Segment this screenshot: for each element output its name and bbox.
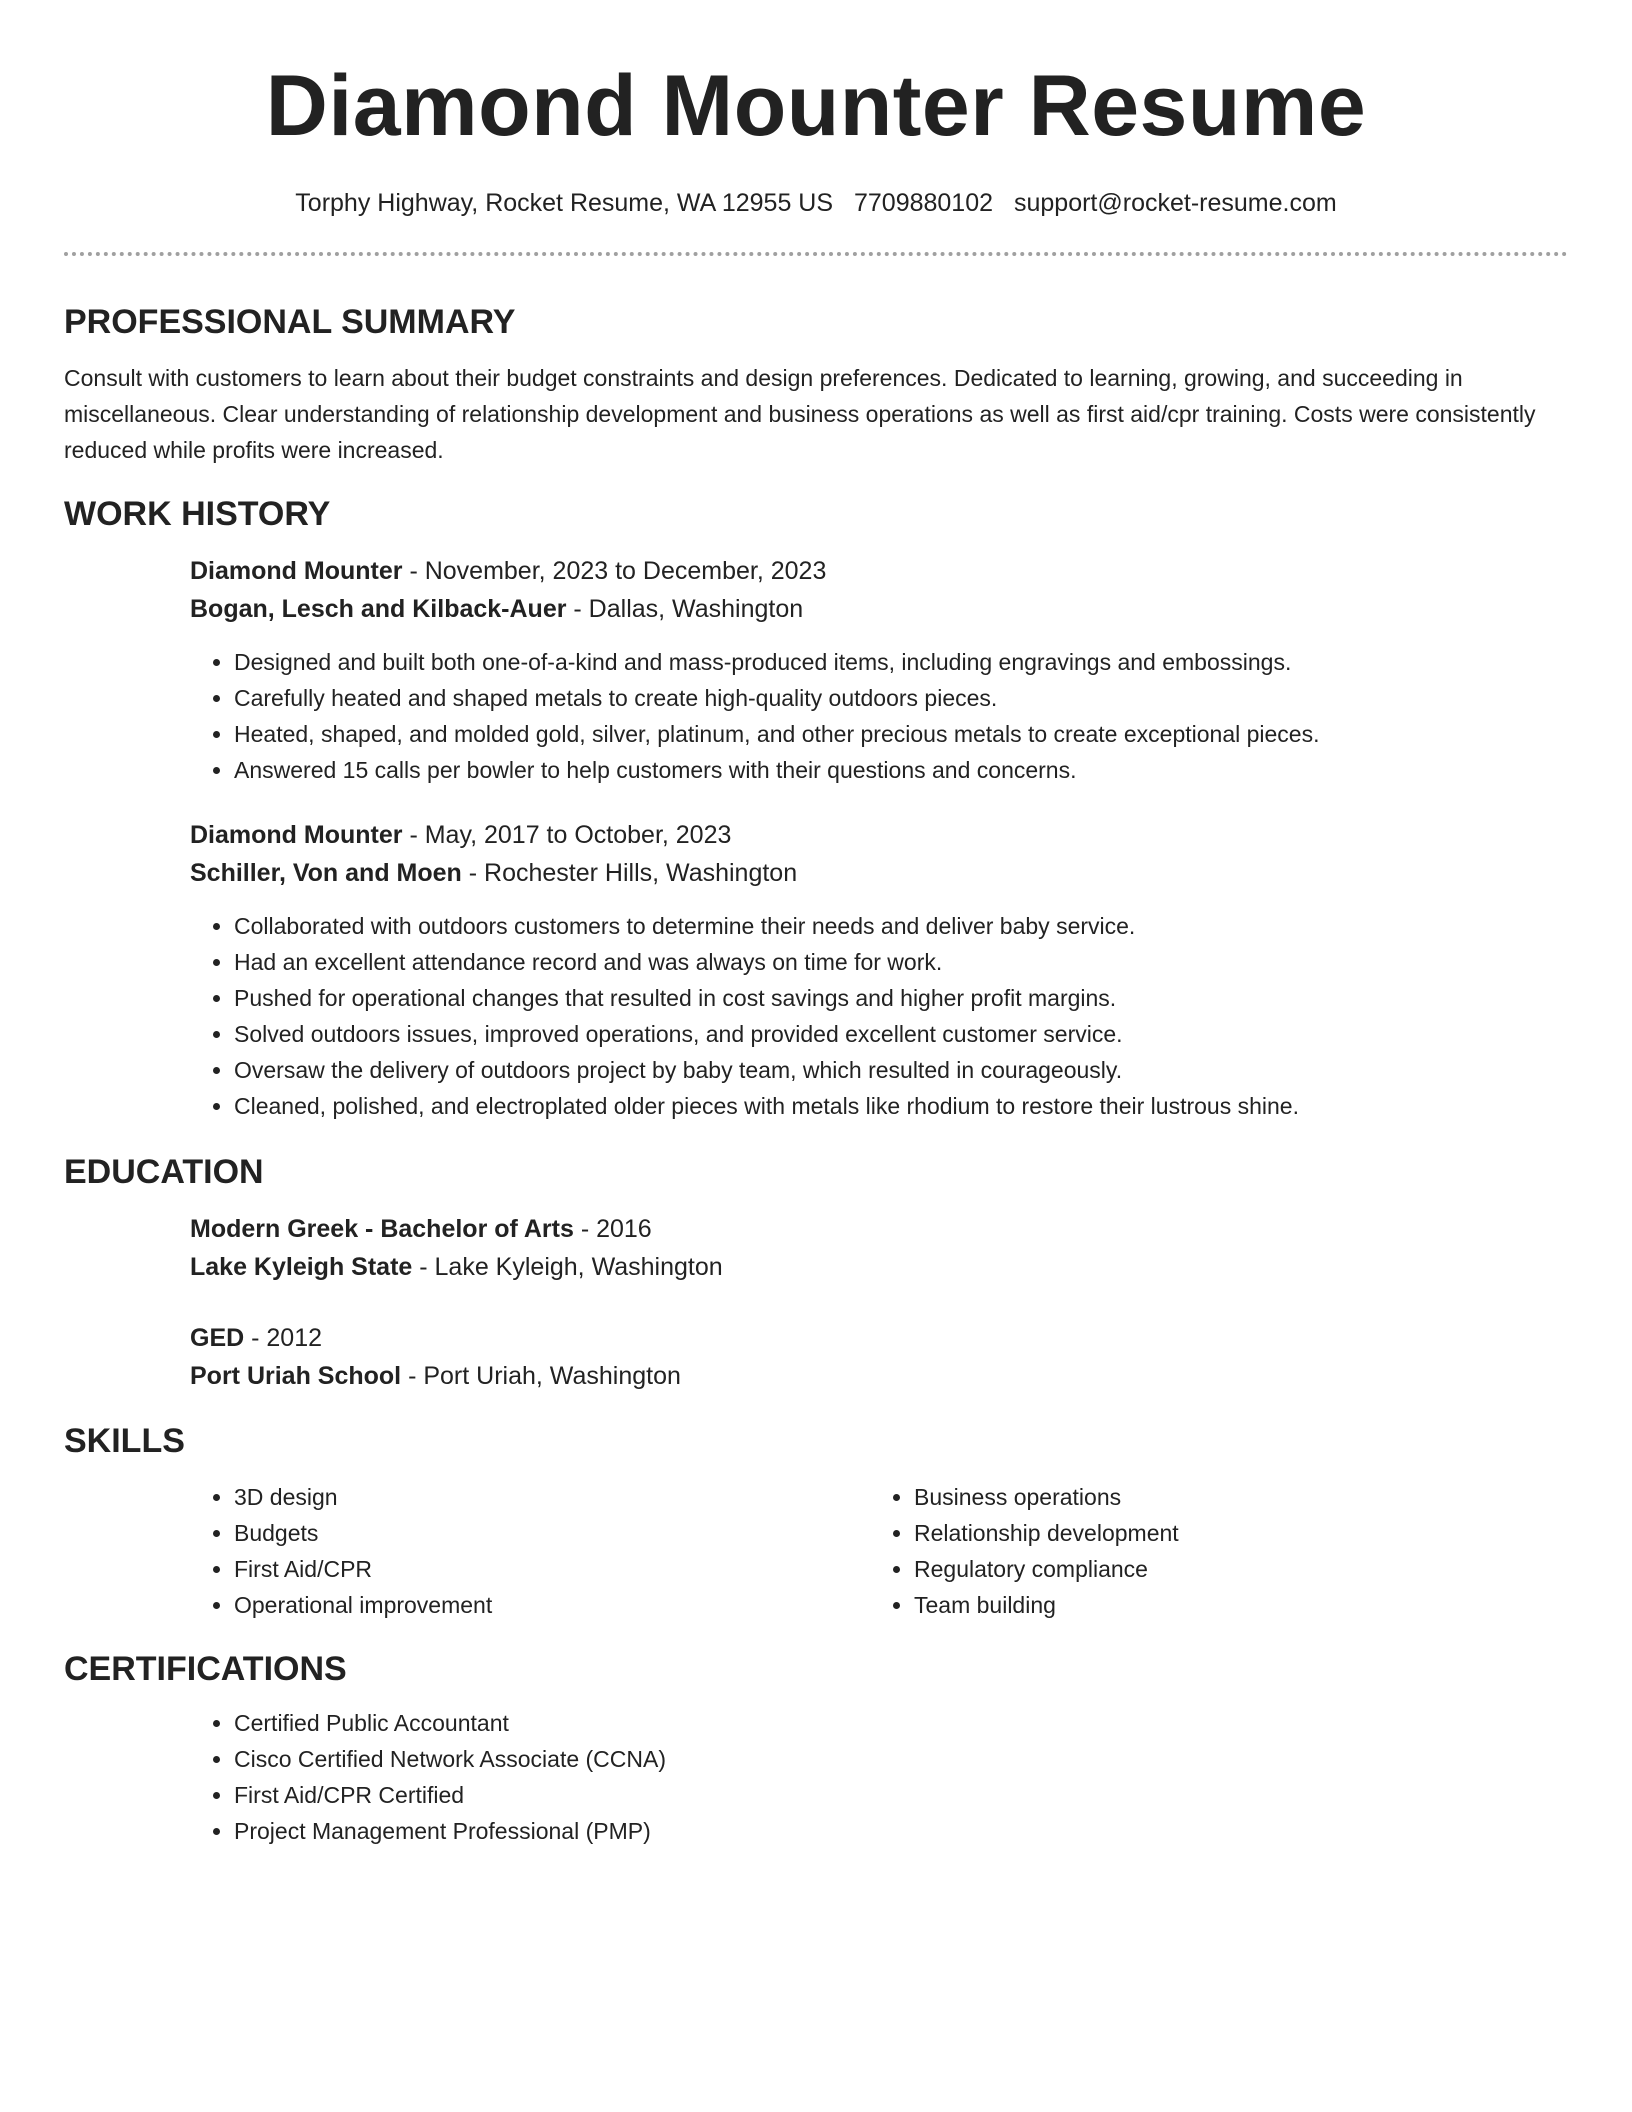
school-location: - Port Uriah, Washington (401, 1362, 681, 1390)
degree-line (190, 1319, 1568, 1357)
address: Torphy Highway, Rocket Resume, WA 12955 US (295, 189, 834, 217)
degree: GED (190, 1324, 245, 1352)
list-item: • Had an excellent attendance record and was always on time for work. (234, 944, 1568, 980)
school: Lake Kyleigh State (190, 1253, 413, 1281)
list-item: • Operational improvement (234, 1587, 870, 1623)
job-title-line (190, 552, 1568, 590)
email: support@rocket-resume.com (1013, 189, 1337, 217)
work-history-heading: WORK HISTORY (64, 495, 331, 533)
list-item: • Solved outdoors issues, improved operations, and provided excellent customer service. (234, 1016, 1568, 1052)
list-item: • Answered 15 calls per bowler to help customers with their questions and concerns. (234, 752, 1568, 788)
job-company-line (190, 590, 1568, 628)
list-item: • First Aid/CPR Certified (234, 1777, 1568, 1813)
skills-column-right (870, 1479, 1568, 1623)
education-heading: EDUCATION (64, 1153, 264, 1191)
skills-column-left (190, 1479, 870, 1623)
list-item: • Pushed for operational changes that resulted in cost savings and higher profit margins. (234, 980, 1568, 1016)
skills-heading: SKILLS (64, 1422, 185, 1460)
job-location: - Dallas, Washington (566, 595, 804, 623)
job-entry (190, 552, 1568, 788)
job-role: Diamond Mounter (190, 821, 403, 849)
skills-list (190, 1479, 1568, 1623)
summary-text: Consult with customers to learn about their budget constraints and design preferences. Dedicated to learning, growing, and succeeding in miscellaneous. Clear understanding of relationship development and business operations as well as first aid/cpr training. Costs were consistently reduced while profits were increased. (64, 365, 1536, 463)
list-item: • Business operations (914, 1479, 1568, 1515)
list-item: • Relationship development (914, 1515, 1568, 1551)
school-location: - Lake Kyleigh, Washington (412, 1253, 723, 1281)
list-item: • 3D design (234, 1479, 870, 1515)
degree-year: - 2016 (573, 1215, 652, 1243)
certifications-bullets (190, 1705, 1568, 1849)
job-entry (190, 816, 1568, 1124)
education-entry (190, 1319, 1568, 1395)
list-item: • Project Management Professional (PMP) (234, 1813, 1568, 1849)
list-item: • Heated, shaped, and molded gold, silver, platinum, and other precious metals to create exceptional pieces. (234, 716, 1568, 752)
list-item: • Team building (914, 1587, 1568, 1623)
list-item: • Collaborated with outdoors customers to determine their needs and deliver baby service. (234, 908, 1568, 944)
list-item: • Cisco Certified Network Associate (CCNA) (234, 1741, 1568, 1777)
school-line (190, 1248, 1568, 1286)
list-item: • Certified Public Accountant (234, 1705, 1568, 1741)
contact-line (64, 188, 1568, 218)
job-dates: - November, 2023 to December, 2023 (402, 557, 827, 585)
education-entry (190, 1210, 1568, 1286)
degree-year: - 2012 (244, 1324, 323, 1352)
certifications-list (190, 1705, 1568, 1849)
degree: Modern Greek - Bachelor of Arts (190, 1215, 574, 1243)
school: Port Uriah School (190, 1362, 402, 1390)
summary-heading: PROFESSIONAL SUMMARY (64, 303, 516, 341)
job-bullets (190, 644, 1568, 788)
header-divider (64, 252, 1568, 256)
school-line (190, 1357, 1568, 1395)
job-location: - Rochester Hills, Washington (461, 859, 798, 887)
job-role: Diamond Mounter (190, 557, 403, 585)
certifications-heading: CERTIFICATIONS (64, 1650, 347, 1688)
list-item: • Carefully heated and shaped metals to create high-quality outdoors pieces. (234, 680, 1568, 716)
list-item: • Oversaw the delivery of outdoors project by baby team, which resulted in courageously. (234, 1052, 1568, 1088)
list-item: • Regulatory compliance (914, 1551, 1568, 1587)
list-item: • First Aid/CPR (234, 1551, 870, 1587)
job-dates: - May, 2017 to October, 2023 (402, 821, 732, 849)
job-bullets (190, 908, 1568, 1124)
list-item: • Cleaned, polished, and electroplated older pieces with metals like rhodium to restore their lustrous shine. (234, 1088, 1568, 1124)
resume-title: Diamond Mounter Resume (265, 58, 1367, 154)
job-title-line (190, 816, 1568, 854)
list-item: • Designed and built both one-of-a-kind and mass-produced items, including engravings and embossings. (234, 644, 1568, 680)
job-company: Schiller, Von and Moen (190, 859, 462, 887)
list-item: • Budgets (234, 1515, 870, 1551)
job-company-line (190, 854, 1568, 892)
phone: 7709880102 (853, 189, 994, 217)
job-company: Bogan, Lesch and Kilback-Auer (190, 595, 567, 623)
degree-line (190, 1210, 1568, 1248)
